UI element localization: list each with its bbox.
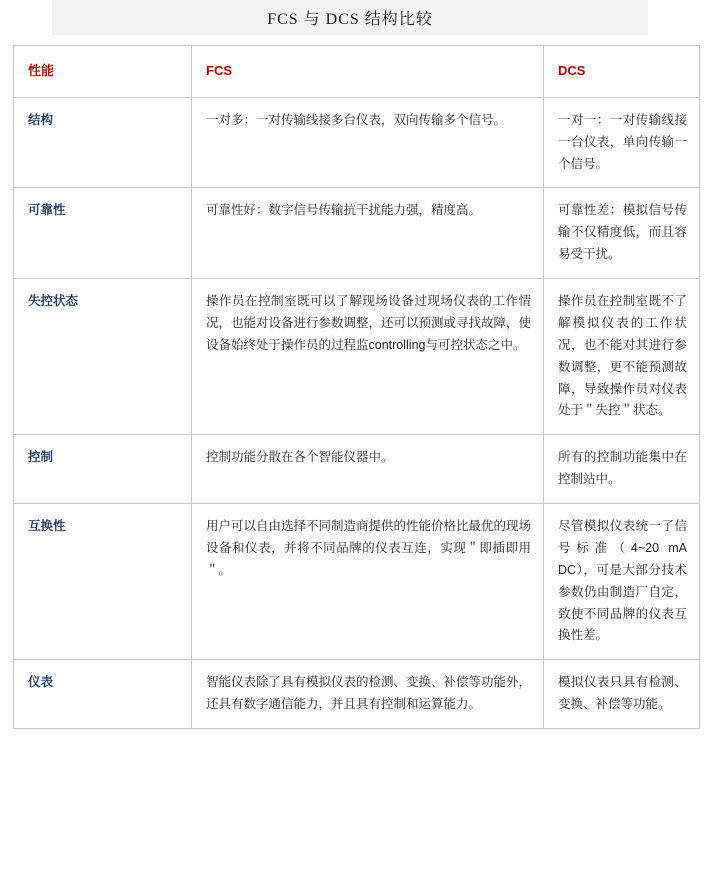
column-header-property: 性能 xyxy=(14,46,192,98)
row-label-interchangeability: 互换性 xyxy=(14,504,192,660)
cell-dcs-instrument: 模拟仪表只具有检测、变换、补偿等功能。 xyxy=(544,660,700,729)
table-header-row xyxy=(14,46,700,98)
cell-fcs-out-of-control: 操作员在控制室既可以了解现场设备过现场仪表的工作情况，也能对设备进行参数调整，还可以预测或寻找故障，使设备始终处于操作员的过程监controlling与可控状态之中。 xyxy=(192,279,544,435)
cell-fcs-interchangeability: 用户可以自由选择不同制造商提供的性能价格比最优的现场设备和仪表，并将不同品牌的仪表互连，实现＂即插即用＂。 xyxy=(192,504,544,660)
table-row xyxy=(14,504,700,660)
cell-fcs-reliability: 可靠性好：数字信号传输抗干扰能力强，精度高。 xyxy=(192,188,544,279)
row-label-instrument: 仪表 xyxy=(14,660,192,729)
cell-dcs-interchangeability: 尽管模拟仪表统一了信号标准（4~20 mA DC），可是大部分技术参数仍由制造厂自定，致使不同品牌的仪表互换性差。 xyxy=(544,504,700,660)
table-row xyxy=(14,279,700,435)
cell-dcs-control: 所有的控制功能集中在控制站中。 xyxy=(544,435,700,504)
cell-fcs-instrument: 智能仪表除了具有模拟仪表的检测、变换、补偿等功能外，还具有数字通信能力，并且具有控制和运算能力。 xyxy=(192,660,544,729)
table-row xyxy=(14,435,700,504)
row-label-reliability: 可靠性 xyxy=(14,188,192,279)
cell-fcs-structure: 一对多：一对传输线接多台仪表，双向传输多个信号。 xyxy=(192,97,544,188)
table-row xyxy=(14,660,700,729)
comparison-table xyxy=(13,45,700,729)
row-label-control: 控制 xyxy=(14,435,192,504)
column-header-fcs: FCS xyxy=(192,46,544,98)
table-row xyxy=(14,97,700,188)
column-header-dcs: DCS xyxy=(544,46,700,98)
row-label-out-of-control: 失控状态 xyxy=(14,279,192,435)
row-label-structure: 结构 xyxy=(14,97,192,188)
page-title: FCS 与 DCS 结构比较 xyxy=(267,11,433,28)
cell-dcs-out-of-control: 操作员在控制室既不了解模拟仪表的工作状况，也不能对其进行参数调整，更不能预测故障，导致操作员对仪表处于＂失控＂状态。 xyxy=(544,279,700,435)
document-title-bar xyxy=(52,0,648,35)
cell-dcs-reliability: 可靠性差：模拟信号传输不仅精度低，而且容易受干扰。 xyxy=(544,188,700,279)
table-row xyxy=(14,188,700,279)
cell-dcs-structure: 一对一：一对传输线接一台仪表，单向传输一个信号。 xyxy=(544,97,700,188)
cell-fcs-control: 控制功能分散在各个智能仪器中。 xyxy=(192,435,544,504)
